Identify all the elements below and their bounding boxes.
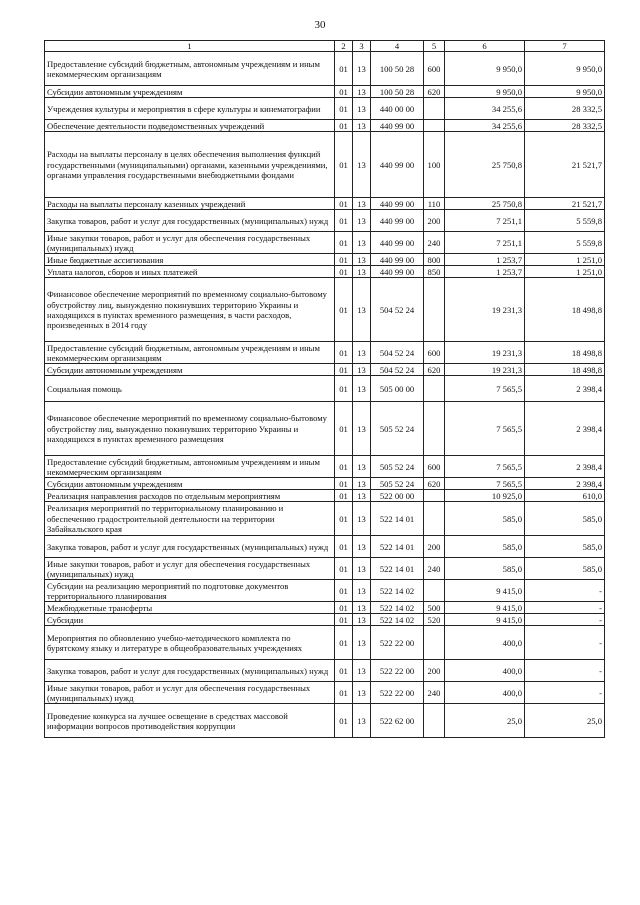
row-name: Проведение конкурса на лучшее освещение в средствах массовой информации вопросов противодействия коррупции <box>45 704 335 738</box>
code-cell: 600 <box>424 52 445 86</box>
amount-cell: 1 251,0 <box>525 266 605 278</box>
amount-cell: 2 398,4 <box>525 402 605 456</box>
code-cell: 01 <box>335 558 353 580</box>
amount-cell: 2 398,4 <box>525 456 605 478</box>
code-cell: 01 <box>335 614 353 626</box>
amount-cell: - <box>525 580 605 602</box>
row-name: Реализация направления расходов по отдельным мероприятиям <box>45 490 335 502</box>
table-row <box>45 364 605 376</box>
row-name: Субсидии автономным учреждениям <box>45 364 335 376</box>
code-cell: 100 <box>424 132 445 198</box>
code-cell: 522 14 01 <box>371 536 424 558</box>
amount-cell: 34 255,6 <box>445 120 525 132</box>
amount-cell: 25 750,8 <box>445 198 525 210</box>
code-cell: 01 <box>335 660 353 682</box>
row-name: Мероприятия по обновлению учебно-методического комплекта по бурятскому языку и литературе в общеобразовательных учреждениях <box>45 626 335 660</box>
code-cell: 505 52 24 <box>371 456 424 478</box>
code-cell: 522 22 00 <box>371 626 424 660</box>
code-cell: 01 <box>335 278 353 342</box>
amount-cell: 18 498,8 <box>525 342 605 364</box>
code-cell: 13 <box>353 86 371 98</box>
code-cell: 13 <box>353 602 371 614</box>
row-name: Субсидии автономным учреждениям <box>45 86 335 98</box>
amount-cell: 28 332,5 <box>525 98 605 120</box>
code-cell: 522 22 00 <box>371 682 424 704</box>
code-cell: 01 <box>335 456 353 478</box>
code-cell: 620 <box>424 86 445 98</box>
row-name: Иные закупки товаров, работ и услуг для обеспечения государственных (муниципальных) нужд <box>45 232 335 254</box>
code-cell: 13 <box>353 536 371 558</box>
amount-cell: 585,0 <box>525 558 605 580</box>
amount-cell: 585,0 <box>525 536 605 558</box>
amount-cell: 585,0 <box>445 502 525 536</box>
code-cell: 01 <box>335 376 353 402</box>
code-cell: 13 <box>353 456 371 478</box>
row-name: Иные бюджетные ассигнования <box>45 254 335 266</box>
amount-cell: 7 565,5 <box>445 456 525 478</box>
table-row <box>45 704 605 738</box>
code-cell: 440 99 00 <box>371 232 424 254</box>
code-cell <box>424 626 445 660</box>
code-cell: 504 52 24 <box>371 278 424 342</box>
code-cell: 01 <box>335 52 353 86</box>
amount-cell: 9 415,0 <box>445 602 525 614</box>
code-cell: 200 <box>424 536 445 558</box>
code-cell: 13 <box>353 682 371 704</box>
code-cell: 505 52 24 <box>371 402 424 456</box>
amount-cell: 25,0 <box>525 704 605 738</box>
amount-cell: 400,0 <box>445 682 525 704</box>
amount-cell: - <box>525 626 605 660</box>
column-header: 6 <box>445 41 525 52</box>
amount-cell: 9 950,0 <box>445 86 525 98</box>
table-row <box>45 682 605 704</box>
table-row <box>45 210 605 232</box>
table-row <box>45 120 605 132</box>
amount-cell: 1 253,7 <box>445 254 525 266</box>
amount-cell: 9 950,0 <box>525 86 605 98</box>
amount-cell: 19 231,3 <box>445 342 525 364</box>
code-cell: 01 <box>335 120 353 132</box>
code-cell: 440 99 00 <box>371 132 424 198</box>
budget-table <box>44 40 605 738</box>
amount-cell: 1 253,7 <box>445 266 525 278</box>
code-cell: 01 <box>335 580 353 602</box>
amount-cell: 400,0 <box>445 626 525 660</box>
row-name: Закупка товаров, работ и услуг для государственных (муниципальных) нужд <box>45 660 335 682</box>
amount-cell: 5 559,8 <box>525 232 605 254</box>
amount-cell: 585,0 <box>445 536 525 558</box>
row-name: Предоставление субсидий бюджетным, автономным учреждениям и иным некоммерческим организациям <box>45 342 335 364</box>
code-cell: 522 14 02 <box>371 580 424 602</box>
code-cell: 500 <box>424 602 445 614</box>
code-cell: 13 <box>353 254 371 266</box>
row-name: Иные закупки товаров, работ и услуг для обеспечения государственных (муниципальных) нужд <box>45 682 335 704</box>
row-name: Социальная помощь <box>45 376 335 402</box>
table-row <box>45 536 605 558</box>
code-cell: 01 <box>335 98 353 120</box>
amount-cell: 7 565,5 <box>445 402 525 456</box>
table-row <box>45 198 605 210</box>
code-cell: 240 <box>424 232 445 254</box>
row-name: Финансовое обеспечение мероприятий по временному социально-бытовому обустройству лиц, вынужденно покинувших территорию Украины и находящихся в пунктах временного размещения, в части расходов, произведенных в 2014 году <box>45 278 335 342</box>
code-cell: 100 50 28 <box>371 52 424 86</box>
code-cell <box>424 502 445 536</box>
row-name: Субсидии <box>45 614 335 626</box>
table-row <box>45 52 605 86</box>
row-name: Уплата налогов, сборов и иных платежей <box>45 266 335 278</box>
amount-cell: 18 498,8 <box>525 278 605 342</box>
table-row <box>45 602 605 614</box>
table-row <box>45 490 605 502</box>
code-cell: 240 <box>424 558 445 580</box>
amount-cell: 21 521,7 <box>525 132 605 198</box>
row-name: Реализация мероприятий по территориальному планированию и обеспечению градостроительной деятельности на территории Забайкальского края <box>45 502 335 536</box>
code-cell: 13 <box>353 478 371 490</box>
amount-cell: 34 255,6 <box>445 98 525 120</box>
code-cell <box>424 376 445 402</box>
code-cell: 01 <box>335 602 353 614</box>
code-cell <box>424 490 445 502</box>
code-cell <box>424 98 445 120</box>
code-cell: 13 <box>353 342 371 364</box>
row-name: Субсидии автономным учреждениям <box>45 478 335 490</box>
code-cell: 13 <box>353 132 371 198</box>
code-cell: 01 <box>335 682 353 704</box>
code-cell: 01 <box>335 210 353 232</box>
amount-cell: 2 398,4 <box>525 376 605 402</box>
amount-cell: 19 231,3 <box>445 364 525 376</box>
code-cell: 01 <box>335 704 353 738</box>
table-row <box>45 278 605 342</box>
code-cell: 200 <box>424 210 445 232</box>
amount-cell: 28 332,5 <box>525 120 605 132</box>
code-cell: 504 52 24 <box>371 342 424 364</box>
amount-cell: 19 231,3 <box>445 278 525 342</box>
amount-cell: 21 521,7 <box>525 198 605 210</box>
row-name: Расходы на выплаты персоналу в целях обеспечения выполнения функций государственными (муниципальными) органами, казенными учреждениями, органами управления государственными внебюджетными фондами <box>45 132 335 198</box>
code-cell: 440 99 00 <box>371 198 424 210</box>
code-cell: 13 <box>353 704 371 738</box>
amount-cell: 585,0 <box>445 558 525 580</box>
amount-cell: 1 251,0 <box>525 254 605 266</box>
code-cell: 01 <box>335 232 353 254</box>
row-name: Субсидии на реализацию мероприятий по подготовке документов территориального планирования <box>45 580 335 602</box>
amount-cell: 400,0 <box>445 660 525 682</box>
code-cell: 13 <box>353 266 371 278</box>
code-cell: 620 <box>424 364 445 376</box>
code-cell: 522 14 02 <box>371 614 424 626</box>
code-cell: 01 <box>335 502 353 536</box>
code-cell: 13 <box>353 558 371 580</box>
code-cell: 01 <box>335 254 353 266</box>
code-cell: 01 <box>335 266 353 278</box>
code-cell: 505 00 00 <box>371 376 424 402</box>
code-cell: 13 <box>353 364 371 376</box>
amount-cell: 5 559,8 <box>525 210 605 232</box>
code-cell: 440 00 00 <box>371 98 424 120</box>
code-cell: 600 <box>424 456 445 478</box>
column-header: 7 <box>525 41 605 52</box>
amount-cell: 7 565,5 <box>445 376 525 402</box>
code-cell: 13 <box>353 376 371 402</box>
code-cell: 440 99 00 <box>371 210 424 232</box>
code-cell: 800 <box>424 254 445 266</box>
amount-cell: 2 398,4 <box>525 478 605 490</box>
amount-cell: 585,0 <box>525 502 605 536</box>
code-cell: 13 <box>353 52 371 86</box>
code-cell: 01 <box>335 342 353 364</box>
code-cell: 440 99 00 <box>371 254 424 266</box>
code-cell: 01 <box>335 86 353 98</box>
code-cell: 440 99 00 <box>371 120 424 132</box>
table-row <box>45 502 605 536</box>
code-cell: 13 <box>353 120 371 132</box>
code-cell: 522 14 02 <box>371 602 424 614</box>
code-cell: 522 62 00 <box>371 704 424 738</box>
code-cell: 01 <box>335 364 353 376</box>
code-cell: 13 <box>353 626 371 660</box>
code-cell <box>424 278 445 342</box>
amount-cell: 10 925,0 <box>445 490 525 502</box>
header-row <box>45 41 605 52</box>
code-cell: 13 <box>353 98 371 120</box>
code-cell: 110 <box>424 198 445 210</box>
table-row <box>45 86 605 98</box>
code-cell: 13 <box>353 198 371 210</box>
amount-cell: 9 950,0 <box>525 52 605 86</box>
code-cell: 01 <box>335 478 353 490</box>
code-cell: 01 <box>335 536 353 558</box>
code-cell: 200 <box>424 660 445 682</box>
amount-cell: 7 251,1 <box>445 232 525 254</box>
code-cell: 522 22 00 <box>371 660 424 682</box>
code-cell <box>424 402 445 456</box>
code-cell: 13 <box>353 210 371 232</box>
row-name: Финансовое обеспечение мероприятий по временному социально-бытовому обустройству лиц, вынужденно покинувших территорию Украины и находящихся в пунктах временного размещения <box>45 402 335 456</box>
column-header: 2 <box>335 41 353 52</box>
code-cell: 100 50 28 <box>371 86 424 98</box>
code-cell: 440 99 00 <box>371 266 424 278</box>
code-cell: 504 52 24 <box>371 364 424 376</box>
code-cell: 01 <box>335 626 353 660</box>
table-row <box>45 98 605 120</box>
code-cell: 620 <box>424 478 445 490</box>
code-cell <box>424 580 445 602</box>
code-cell: 522 14 01 <box>371 558 424 580</box>
row-name: Закупка товаров, работ и услуг для государственных (муниципальных) нужд <box>45 536 335 558</box>
row-name: Предоставление субсидий бюджетным, автономным учреждениям и иным некоммерческим организациям <box>45 456 335 478</box>
code-cell: 01 <box>335 132 353 198</box>
table-row <box>45 376 605 402</box>
code-cell: 13 <box>353 660 371 682</box>
amount-cell: 610,0 <box>525 490 605 502</box>
code-cell: 520 <box>424 614 445 626</box>
code-cell <box>424 704 445 738</box>
code-cell: 13 <box>353 402 371 456</box>
amount-cell: 9 950,0 <box>445 52 525 86</box>
amount-cell: 25 750,8 <box>445 132 525 198</box>
code-cell: 522 14 01 <box>371 502 424 536</box>
code-cell: 600 <box>424 342 445 364</box>
row-name: Закупка товаров, работ и услуг для государственных (муниципальных) нужд <box>45 210 335 232</box>
column-header: 3 <box>353 41 371 52</box>
code-cell: 01 <box>335 402 353 456</box>
row-name: Обеспечение деятельности подведомственных учреждений <box>45 120 335 132</box>
code-cell: 13 <box>353 232 371 254</box>
amount-cell: - <box>525 602 605 614</box>
table-row <box>45 132 605 198</box>
page-number: 30 <box>314 19 326 31</box>
code-cell: 13 <box>353 580 371 602</box>
amount-cell: - <box>525 614 605 626</box>
table-row <box>45 478 605 490</box>
code-cell: 13 <box>353 502 371 536</box>
table-row <box>45 614 605 626</box>
row-name: Межбюджетные трансферты <box>45 602 335 614</box>
amount-cell: - <box>525 682 605 704</box>
amount-cell: 9 415,0 <box>445 580 525 602</box>
amount-cell: - <box>525 660 605 682</box>
table-row <box>45 558 605 580</box>
table-row <box>45 456 605 478</box>
code-cell: 850 <box>424 266 445 278</box>
amount-cell: 9 415,0 <box>445 614 525 626</box>
table-row <box>45 580 605 602</box>
code-cell: 13 <box>353 278 371 342</box>
code-cell: 505 52 24 <box>371 478 424 490</box>
column-header: 4 <box>371 41 424 52</box>
table-row <box>45 266 605 278</box>
table-row <box>45 626 605 660</box>
code-cell <box>424 120 445 132</box>
row-name: Учреждения культуры и мероприятия в сфере культуры и кинематографии <box>45 98 335 120</box>
code-cell: 01 <box>335 198 353 210</box>
table-row <box>45 254 605 266</box>
table-row <box>45 660 605 682</box>
code-cell: 240 <box>424 682 445 704</box>
table-row <box>45 232 605 254</box>
row-name: Иные закупки товаров, работ и услуг для обеспечения государственных (муниципальных) нужд <box>45 558 335 580</box>
row-name: Расходы на выплаты персоналу казенных учреждений <box>45 198 335 210</box>
table-row <box>45 342 605 364</box>
code-cell: 13 <box>353 614 371 626</box>
code-cell: 01 <box>335 490 353 502</box>
code-cell: 522 00 00 <box>371 490 424 502</box>
amount-cell: 7 251,1 <box>445 210 525 232</box>
amount-cell: 18 498,8 <box>525 364 605 376</box>
column-header: 1 <box>45 41 335 52</box>
amount-cell: 7 565,5 <box>445 478 525 490</box>
amount-cell: 25,0 <box>445 704 525 738</box>
table-row <box>45 402 605 456</box>
code-cell: 13 <box>353 490 371 502</box>
column-header: 5 <box>424 41 445 52</box>
row-name: Предоставление субсидий бюджетным, автономным учреждениям и иным некоммерческим организациям <box>45 52 335 86</box>
